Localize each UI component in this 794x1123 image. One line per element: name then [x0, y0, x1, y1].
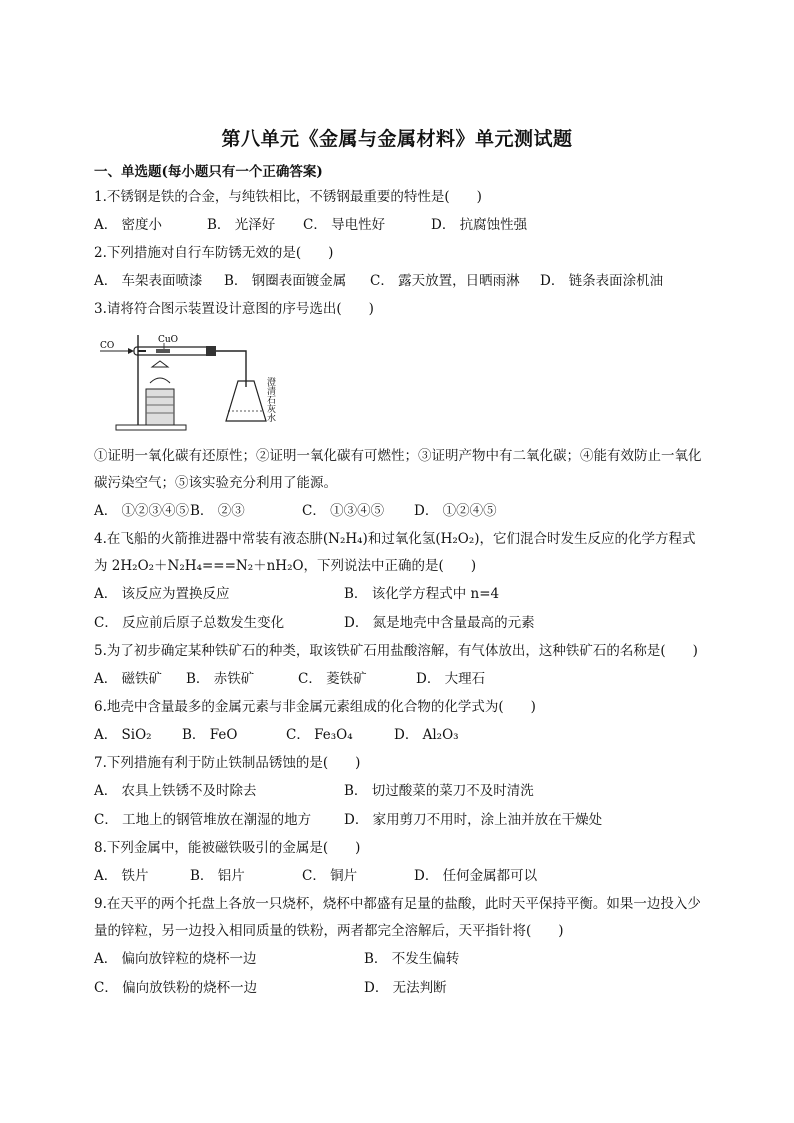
question-4-options-row1: [94, 580, 704, 609]
question-4-options-row2: [94, 609, 704, 638]
question-5-options: [94, 665, 704, 694]
question-1-stem: 1.不锈钢是铁的合金，与纯铁相比，不锈钢最重要的特性是( ): [94, 189, 482, 205]
option-b[interactable]: B． 钢圈表面镀金属: [224, 273, 347, 289]
question-8-options: [94, 862, 704, 891]
option-d[interactable]: D． 无法判断: [364, 980, 447, 996]
question-list: [94, 160, 704, 1003]
option-a[interactable]: A． 农具上铁锈不及时除去: [94, 783, 257, 799]
option-c[interactable]: C． 铜片: [302, 868, 358, 884]
question-4-stem: 4.在飞船的火箭推进器中常装有液态肼(N₂H₄)和过氧化氢(H₂O₂)，它们混合时发生反应的化学方程式为 2H₂O₂＋N₂H₄===N₂＋nH₂O，下列说法中正确的是( ): [94, 531, 696, 574]
option-d[interactable]: D． 抗腐蚀性强: [431, 217, 528, 233]
page-title: 第八单元《金属与金属材料》单元测试题: [221, 128, 573, 150]
option-b[interactable]: B． 该化学方程式中 n=4: [344, 586, 500, 602]
question-9-options-row1: [94, 945, 704, 974]
option-b[interactable]: B． ②③: [190, 503, 245, 519]
option-c[interactable]: C． 导电性好: [303, 217, 386, 233]
cuo-label: CuO: [158, 335, 179, 345]
option-a[interactable]: A． SiO₂: [94, 727, 152, 743]
question-2-stem: 2.下列措施对自行车防锈无效的是( ): [94, 245, 334, 261]
option-d[interactable]: D． 任何金属都可以: [414, 868, 538, 884]
question-6-stem: 6.地壳中含量最多的金属元素与非金属元素组成的化合物的化学式为( ): [94, 699, 536, 715]
option-b[interactable]: B． 铝片: [190, 868, 245, 884]
option-d[interactable]: D． 链条表面涂机油: [540, 273, 664, 289]
option-c[interactable]: C． Fe₃O₄: [286, 727, 353, 743]
question-6-options: [94, 721, 704, 750]
co-label: CO: [100, 341, 115, 351]
question-5-stem: 5.为了初步确定某种铁矿石的种类，取该铁矿石用盐酸溶解，有气体放出，这种铁矿石的名称是( ): [94, 643, 698, 659]
option-c[interactable]: C． 露天放置，日晒雨淋: [370, 273, 520, 289]
option-a[interactable]: A． 偏向放锌粒的烧杯一边: [94, 951, 257, 967]
option-a[interactable]: A． 磁铁矿: [94, 671, 163, 687]
option-c[interactable]: C． 偏向放铁粉的烧杯一边: [94, 980, 258, 996]
question-3-stem: 3.请将符合图示装置设计意图的序号选出( ): [94, 301, 374, 317]
option-c[interactable]: C． ①③④⑤: [302, 503, 385, 519]
question-1-options: [94, 211, 704, 240]
question-9-stem: 9.在天平的两个托盘上各放一只烧杯，烧杯中都盛有足量的盐酸，此时天平保持平衡。如果一边投入少量的锌粒，另一边投入相同质量的铁粉，两者都完全溶解后，天平指针将( ): [94, 896, 701, 939]
option-c[interactable]: C． 菱铁矿: [298, 671, 367, 687]
question-7-options-row1: [94, 777, 704, 806]
apparatus-diagram-image: [98, 327, 278, 437]
option-b[interactable]: B． FeO: [182, 727, 238, 743]
flask-label: 澄清石灰水: [265, 377, 275, 422]
option-d[interactable]: D． 家用剪刀不用时，涂上油并放在干燥处: [344, 812, 603, 828]
option-a[interactable]: A． ①②③④⑤: [94, 503, 190, 519]
question-7-stem: 7.下列措施有利于防止铁制品锈蚀的是( ): [94, 755, 361, 771]
question-3-options: [94, 497, 704, 526]
option-b[interactable]: B． 光泽好: [207, 217, 276, 233]
option-b[interactable]: B． 赤铁矿: [186, 671, 255, 687]
option-c[interactable]: C． 反应前后原子总数发生变化: [94, 615, 285, 631]
option-a[interactable]: A． 车架表面喷漆: [94, 273, 203, 289]
section-heading: 一、单选题(每小题只有一个正确答案): [94, 164, 323, 180]
option-a[interactable]: A． 密度小: [94, 217, 163, 233]
option-d[interactable]: D． ①②④⑤: [414, 503, 497, 519]
option-c[interactable]: C． 工地上的钢管堆放在潮湿的地方: [94, 812, 312, 828]
question-9-options-row2: [94, 974, 704, 1003]
option-a[interactable]: A． 铁片: [94, 868, 149, 884]
option-a[interactable]: A． 该反应为置换反应: [94, 586, 230, 602]
option-d[interactable]: D． 大理石: [416, 671, 486, 687]
option-b[interactable]: B． 不发生偏转: [364, 951, 460, 967]
option-d[interactable]: D． Al₂O₃: [394, 727, 459, 743]
question-3-description: ①证明一氧化碳有还原性；②证明一氧化碳有可燃性；③证明产物中有二氧化碳；④能有效防止一氧化碳污染空气；⑤该实验充分利用了能源。: [94, 448, 702, 491]
option-d[interactable]: D． 氮是地壳中含量最高的元素: [344, 615, 535, 631]
question-8-stem: 8.下列金属中，能被磁铁吸引的金属是( ): [94, 840, 361, 856]
option-b[interactable]: B． 切过酸菜的菜刀不及时清洗: [344, 783, 534, 799]
question-2-options: [94, 267, 704, 296]
question-7-options-row2: [94, 806, 704, 835]
